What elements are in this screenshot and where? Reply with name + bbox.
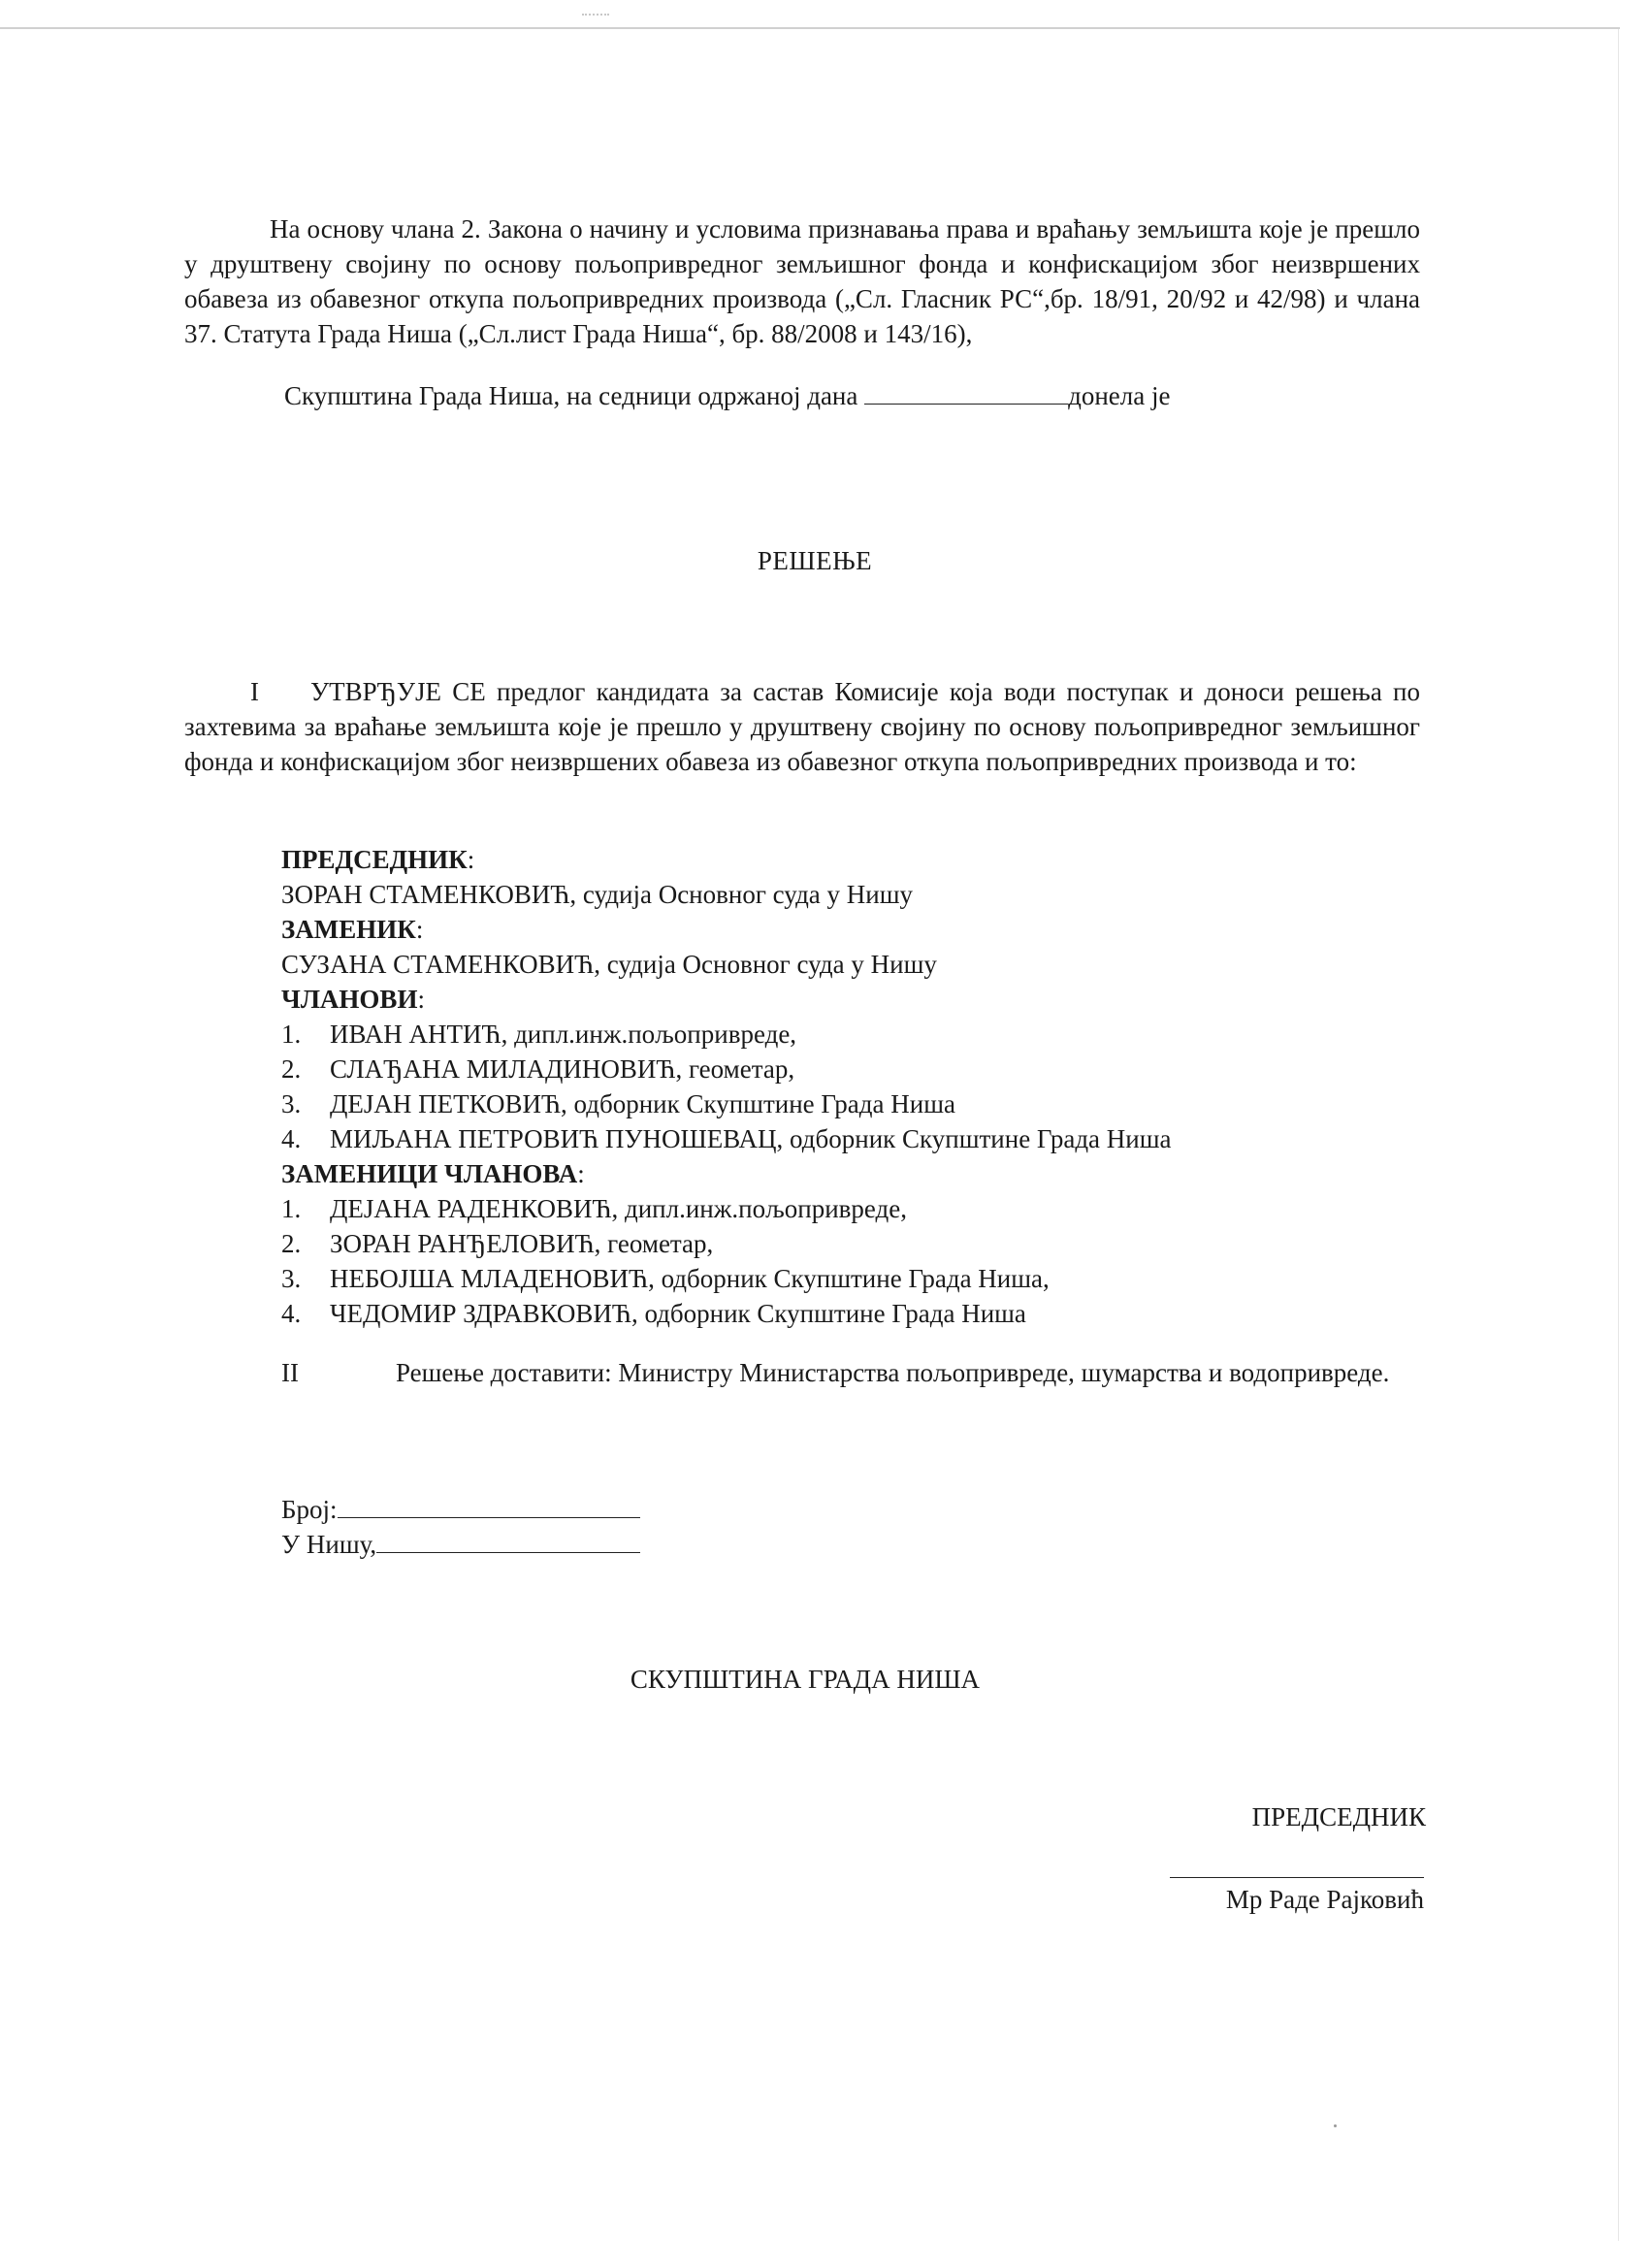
- preamble-text: На основу члана 2. Закона о начину и условима признавања права и враћању земљишта које је прешло у друштвену својину по основу пољопривредног земљишног фонда и конфискацијом због неизвршених обавеза из обавезног откупа пољопривредних производа („Сл. Гласник РС“,бр. 18/91, 20/92 и 42/98) и члана 37. Статута Града Ниша („Сл.лист Града Ниша“, бр. 88/2008 и 143/16),: [184, 214, 1420, 348]
- members-heading: ЧЛАНОВИ: [281, 985, 418, 1014]
- deputy-member-role: , одборник Скупштине Града Ниша: [630, 1299, 1026, 1328]
- deputy-member-index: 1.: [281, 1194, 302, 1223]
- session-text: Скупштина Града Ниша, на седници одржаној дана: [284, 381, 865, 410]
- deputy-name: СУЗАНА СТАМЕНКОВИЋ: [281, 950, 595, 979]
- number-row: [281, 1492, 766, 1527]
- member-role: , дипл.инж.пољопривреде,: [501, 1020, 797, 1049]
- scan-mark: [582, 0, 609, 16]
- section-1-number: I: [250, 677, 259, 706]
- deputy-heading: ЗАМЕНИК: [281, 915, 416, 944]
- scan-right-edge: [1618, 29, 1619, 2241]
- deputy-member-name: НЕБОЈША МЛАДЕНОВИЋ: [330, 1264, 649, 1293]
- preamble: [184, 211, 1420, 351]
- deputy-member-role: , одборник Скупштине Града Ниша,: [648, 1264, 1050, 1293]
- signatory-name: Мр Раде Рајковић: [1225, 1885, 1424, 1914]
- deputies-heading-row: ЗАМЕНИЦИ ЧЛАНОВА:: [281, 1159, 585, 1188]
- deputy-member-name: ЧЕДОМИР ЗДРАВКОВИЋ: [330, 1299, 631, 1328]
- scan-top-edge: [0, 27, 1620, 29]
- member-row: [281, 1052, 1445, 1086]
- signature-line: [1170, 1877, 1424, 1878]
- deputy-member-row: [281, 1261, 1445, 1296]
- section-2: [281, 1355, 1422, 1390]
- deputy-member-index: 2.: [281, 1229, 302, 1258]
- member-row: [281, 1121, 1445, 1156]
- session-line: [184, 378, 1420, 413]
- session-adopted: донела је: [1068, 381, 1171, 410]
- assembly-name: СКУПШТИНА ГРАДА НИША: [630, 1665, 981, 1694]
- member-role: , одборник Скупштине Града Ниша: [776, 1124, 1172, 1153]
- date-blank: [376, 1529, 640, 1553]
- member-role: , геометар,: [675, 1054, 795, 1084]
- president-row: [281, 877, 1445, 912]
- section-1: [184, 674, 1420, 779]
- president-heading: ПРЕДСЕДНИК: [281, 845, 468, 874]
- deputy-member-name: ДЕЈАНА РАДЕНКОВИЋ: [330, 1194, 612, 1223]
- document-title: РЕШЕЊЕ: [757, 546, 873, 575]
- deputy-member-role: , геометар,: [594, 1229, 714, 1258]
- deputy-row: [281, 947, 1445, 982]
- deputy-role: , судија Основног суда у Нишу: [594, 950, 937, 979]
- deputy-member-index: 4.: [281, 1299, 302, 1328]
- deputy-member-row: [281, 1296, 1445, 1331]
- member-name: МИЉАНА ПЕТРОВИЋ ПУНОШЕВАЦ: [330, 1124, 777, 1153]
- deputies-heading: ЗАМЕНИЦИ ЧЛАНОВА: [281, 1159, 578, 1188]
- signature-block: [1164, 1877, 1424, 1917]
- member-index: 2.: [281, 1054, 302, 1084]
- deputy-heading-row: ЗАМЕНИК:: [281, 915, 424, 944]
- member-index: 3.: [281, 1089, 302, 1118]
- deputy-member-name: ЗОРАН РАНЂЕЛОВИЋ: [330, 1229, 595, 1258]
- member-index: 4.: [281, 1124, 302, 1153]
- president-role: , судија Основног суда у Нишу: [569, 880, 914, 909]
- place-label: У Нишу,: [281, 1530, 377, 1559]
- section-2-text: Решење доставити: Министру Министарства пољопривреде, шумарства и водопривреде.: [396, 1358, 1390, 1387]
- member-index: 1.: [281, 1020, 302, 1049]
- member-role: , одборник Скупштине Града Ниша: [561, 1089, 955, 1118]
- deputy-member-role: , дипл.инж.пољопривреде,: [611, 1194, 907, 1223]
- member-name: ДЕЈАН ПЕТКОВИЋ: [330, 1089, 562, 1118]
- reference-fields: [281, 1492, 766, 1562]
- session-date-blank: [864, 380, 1068, 405]
- section-2-number: II: [281, 1358, 299, 1387]
- member-name: СЛАЂАНА МИЛАДИНОВИЋ: [330, 1054, 676, 1084]
- number-label: Број:: [281, 1495, 338, 1524]
- signatory-title: ПРЕДСЕДНИК: [1251, 1802, 1426, 1831]
- deputy-member-row: [281, 1226, 1445, 1261]
- member-row: [281, 1017, 1445, 1052]
- section-1-text: УТВРЂУЈЕ СЕ предлог кандидата за састав Комисије која води поступак и доноси решења по захтевима за враћање земљишта које је прешло у друштвену својину по основу пољопривредног земљишног фонда и конфискацијом због неизвршених обавеза из обавезног откупа пољопривредних производа и то:: [184, 677, 1420, 776]
- place-row: [281, 1527, 766, 1562]
- commission-list: [281, 842, 1445, 1331]
- number-blank: [338, 1494, 640, 1518]
- president-name: ЗОРАН СТАМЕНКОВИЋ: [281, 880, 570, 909]
- president-heading-row: ПРЕДСЕДНИК:: [281, 845, 475, 874]
- member-row: [281, 1086, 1445, 1121]
- scan-speck: [1334, 2124, 1337, 2127]
- members-heading-row: ЧЛАНОВИ:: [281, 985, 425, 1014]
- member-name: ИВАН АНТИЋ: [330, 1020, 501, 1049]
- deputy-member-index: 3.: [281, 1264, 302, 1293]
- deputy-member-row: [281, 1191, 1445, 1226]
